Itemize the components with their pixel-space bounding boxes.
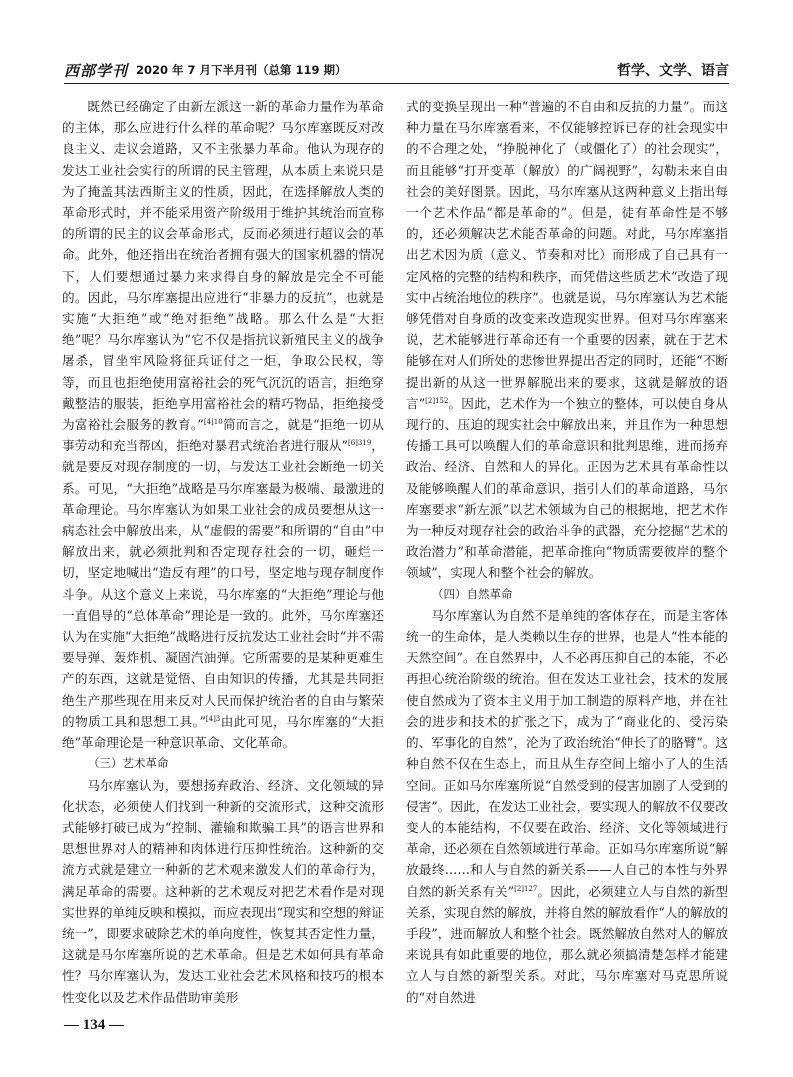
subsection-heading: （四）自然革命: [432, 586, 513, 601]
citation: [4]10: [203, 417, 223, 426]
left-column: [62, 96, 384, 1008]
paragraph-text: 由此可见，马尔库塞的“大拒绝”革命理论是一种意识革命、文化革命。: [62, 713, 384, 751]
paragraph-text: 。因此，必须建立人与自然的新型关系，实现自然的解放，并将自然的解放看作“人的解放的手段”，进而解放人和整个社会。既然解放自然对人的解放来说具有如此重要的地位，那么就必须搞清楚怎样才能建立人与自然的新型关系。对此，马尔库塞对马克思所说的“对自然进: [406, 883, 728, 1005]
subsection-heading: （三）艺术革命: [88, 756, 169, 771]
page-header: [64, 60, 729, 82]
paragraph: [406, 96, 728, 584]
paragraph-text: 简而言之，就是“拒绝一切从事劳动和充当帮凶，拒绝对暴君式统治者进行服从”: [62, 417, 384, 454]
issue-info: 2020 年 7 月下半月刊（总第 119 期）: [136, 63, 347, 77]
citation: [2]152: [425, 396, 449, 405]
paragraph-text: 式的变换呈现出一种“普遍的不自由和反抗的力量”。而这种力量在马尔库塞看来，不仅能够控诉已存的社会现实中的不合理之处，“挣脱神化了（或僵化了）的社会现实”，而且能够“打开变革（解放）的广阔视野”，勾勒未来自由社会的美好图景。因此，马尔库塞从这两种意义上指出每一个艺术作品“都是革命的”。但是，徒有革命性是不够的，还必须解决艺术能否革命的问题。对此，马尔库塞指出艺术因为质（意义、节奏和对比）而形成了自己具有一定风格的完整的结构和秩序，而凭借这些质艺术“改造了现实中占统治地位的秩序”。也就是说，马尔库塞认为艺术能够凭借对自身质的改变来改造现实世界。但对马尔库塞来说，艺术能够进行革命还有一个重要的因素，就在于艺术能够在对人们所处的悲惨世界提出否定的同时，还能“不断提出新的从这一世界解脱出来的要求，这就是解放的语言”: [406, 99, 728, 411]
header-rule: [64, 83, 729, 84]
page-number: — 134 —: [64, 1017, 124, 1033]
section-title: 哲学、文学、语言: [617, 63, 729, 79]
paragraph-text: ，就是要反对现存制度的一切，与发达工业社会断绝一切关系。可见，“大拒绝”战略是马尔库塞最为极端、最激进的革命理论。马尔库塞认为如果工业社会的成员要想从这一病态社会中解放出来，从“虚假的需要”和所谓的“自由”中解放出来，就必须批判和否定现存社会的一切，砸烂一切，坚定地喊出“造反有理”的口号，坚定地与现存制度作斗争。从这个意义上来说，马尔库塞的“大拒绝”理论与他一直倡导的“总体革命”理论是一致的。此外，马尔库塞还认为在实施“大拒绝”战略进行反抗发达工业社会时“并不需要导弹、轰炸机、凝固汽油弹。它所需要的是某种更难生产的东西，这就是觉悟、自由知识的传播，尤其是共同拒绝生产那些现在用来反对人民而保护统治者的自由与繁荣的物质工具和思想工具。”: [62, 438, 384, 729]
citation: [6]319: [348, 439, 372, 448]
paragraph-text: 马尔库塞认为自然不是单纯的客体存在，而是主客体统一的生命体，是人类赖以生存的世界，也是人“性本能的天然空间”。在自然界中，人不必再压抑自己的本能，不必再担心统治阶级的统治。但在发达工业社会，技术的发展使自然成为了资本主义用于加工制造的原料产地，并在社会的进步和技术的扩张之下，成为了“商业化的、受污染的、军事化的自然”，沦为了政治统治“伸长了的胳臂”。这种自然不仅在生态上，而且从生存空间上缩小了人的生活空间。正如马尔库塞所说“自然受到的侵害加剧了人受到的侵害”。因此，在发达工业社会，要实现人的解放不仅要改变人的本能结构，不仅要在政治、经济、文化等领域进行革命，还必须在自然领域进行革命。正如马尔库塞所说“解放最终……和人与自然的新关系——人自己的本性与外界自然的新关系有关”: [406, 607, 728, 899]
paragraph: [406, 605, 728, 1008]
journal-logo: 西部学刊: [64, 62, 129, 80]
citation: [2]127: [514, 884, 538, 893]
paragraph-text: 既然已经确定了由新左派这一新的革命力量作为革命的主体，那么应进行什么样的革命呢？马尔库塞既反对改良主义、走议会道路，又不主张暴力革命。他认为现存的发达工业社会实行的所谓的民主管理，从本质上来说只是为了掩盖其法西斯主义的性质，因此，在选择解放人类的革命形式时，并不能采用资产阶级用于维护其统治而宣称的所谓的民主的议会革命形式，反而必须进行超议会的革命。此外，他还指出在统治者拥有强大的国家机器的情况下，人们要想通过暴力来求得自身的解放是完全不可能的。因此，马尔库塞提出应进行“非暴力的反抗”，也就是实施“大拒绝”或“绝对拒绝”战略。那么什么是“大拒绝”呢？马尔库塞认为“它不仅是指抗议新殖民主义的战争屠杀，冒坐牢风险将征兵证付之一炬，争取公民权，等等，而且也拒绝使用富裕社会的死气沉沉的语言，拒绝穿戴整洁的服装，拒绝享用富裕社会的精巧物品，拒绝接受为富裕社会服务的教育。”: [62, 99, 384, 433]
paragraph: 马尔库塞认为，要想扬弃政治、经济、文化领域的异化状态，必须使人们找到一种新的交流形式，这种交流形式能够打破已成为“控制、灌输和欺骗工具”的语言世界和思想世界对人的精神和肉体进行压抑性统治。这种新的交流方式就是建立一种新的艺术观来激发人们的革命行为，满足革命的需要。这种新的艺术观反对把艺术看作是对现实世界的单纯反映和模拟，而应表现出“现实和空想的辩证统一”，即要求破除艺术的单向度性，恢复其否定性力量，这就是马尔库塞所说的艺术革命。但是艺术如何具有革命性？马尔库塞认为，发达工业社会艺术风格和技巧的根本性变化以及艺术作品借助审美形: [62, 777, 384, 1005]
paragraph: [62, 96, 384, 753]
citation: [4]3: [205, 714, 221, 723]
right-column: [406, 96, 728, 1008]
paragraph-text: 。因此，艺术作为一个独立的整体，可以使自身从现行的、压迫的现实社会中解放出来，并且作为一种思想传播工具可以唤醒人们的革命意识和批判思维，进而扬弃政治、经济、自然和人的异化。正因为艺术具有革命性以及能够唤醒人们的革命意识，指引人们的革命道路，马尔库塞要求“新左派”以艺术领域为自己的根据地，把艺术作为一种反对现存社会的政治斗争的武器，充分挖掘“艺术的政治潜力”和革命潜能，把革命推向“物质需要彼岸的整个领域”，实现人和整个社会的解放。: [406, 395, 728, 581]
